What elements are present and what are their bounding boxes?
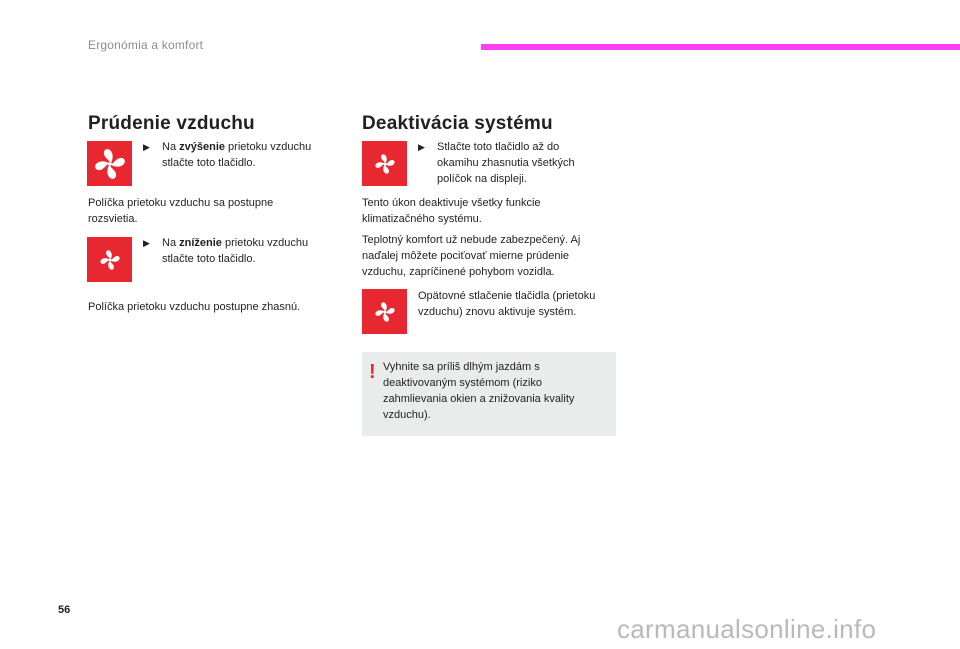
increase-prefix: Na [162, 141, 180, 153]
warning-line: vzduchu). [383, 409, 431, 421]
decrease-prefix: Na [162, 237, 180, 249]
paragraph-line: vzduchu, zapríčinené pohybom vozidla. [362, 266, 555, 278]
warning-line: deaktivovaným systémom (riziko [383, 377, 542, 389]
warning-text [383, 359, 605, 423]
paragraph-line: rozsvietia. [88, 213, 138, 225]
fan-button-reactivate[interactable] [362, 289, 407, 334]
paragraph-line: Opätovné stlačenie tlačidla (prietoku [418, 290, 596, 302]
fan-button-increase[interactable] [87, 141, 132, 186]
page-number: 56 [58, 604, 71, 616]
paragraph-line: naďalej môžete pociťovať mierne prúdenie [362, 250, 570, 262]
deactivate-line3: políčok na displeji. [437, 173, 527, 185]
decrease-line2: stlačte toto tlačidlo. [162, 253, 256, 265]
increase-suffix: prietoku vzduchu [225, 141, 312, 153]
paragraph-line: Políčka prietoku vzduchu sa postupne [88, 197, 274, 209]
paragraph-deactivates [362, 195, 622, 227]
warning-line: Vyhnite sa príliš dlhým jazdám s [383, 361, 540, 373]
bullet-marker-icon: ▶ [143, 142, 150, 152]
bullet-increase [143, 139, 343, 173]
fan-button-deactivate[interactable] [362, 141, 407, 186]
paragraph-line: Tento úkon deaktivuje všetky funkcie [362, 197, 541, 209]
fan-icon [374, 153, 396, 175]
heading-deactivation: Deaktivácia systému [362, 113, 553, 134]
warning-icon: ! [369, 361, 376, 383]
bullet-deactivate [418, 139, 618, 189]
deactivate-line2: okamihu zhasnutia všetkých [437, 157, 575, 169]
bullet-decrease [143, 235, 343, 269]
fan-icon [99, 249, 121, 271]
paragraph-comfort [362, 232, 622, 280]
fan-button-decrease[interactable] [87, 237, 132, 282]
header-accent-bar [481, 44, 960, 50]
paragraph-line: Teplotný komfort už nebude zabezpečený. Aj [362, 234, 581, 246]
increase-bold: zvýšenie [179, 141, 225, 153]
heading-airflow: Prúdenie vzduchu [88, 113, 255, 134]
deactivate-line1: Stlačte toto tlačidlo až do [437, 141, 560, 153]
warning-box [362, 352, 616, 436]
increase-line2: stlačte toto tlačidlo. [162, 157, 256, 169]
paragraph-fade: Políčka prietoku vzduchu postupne zhasnú. [88, 301, 301, 313]
bullet-marker-icon: ▶ [143, 238, 150, 248]
bullet-marker-icon: ▶ [418, 142, 425, 152]
paragraph-line: klimatizačného systému. [362, 213, 482, 225]
fan-icon [374, 301, 396, 323]
decrease-bold: zníženie [179, 237, 222, 249]
paragraph-line: vzduchu) znovu aktivuje systém. [418, 306, 577, 318]
fan-icon [93, 147, 127, 181]
watermark: carmanualsonline.info [617, 614, 877, 644]
decrease-suffix: prietoku vzduchu [221, 237, 309, 249]
paragraph-reactivate [418, 288, 628, 320]
paragraph-light-up [88, 195, 338, 227]
warning-line: zahmlievania okien a znižovania kvality [383, 393, 575, 405]
section-title: Ergonómia a komfort [88, 38, 204, 52]
